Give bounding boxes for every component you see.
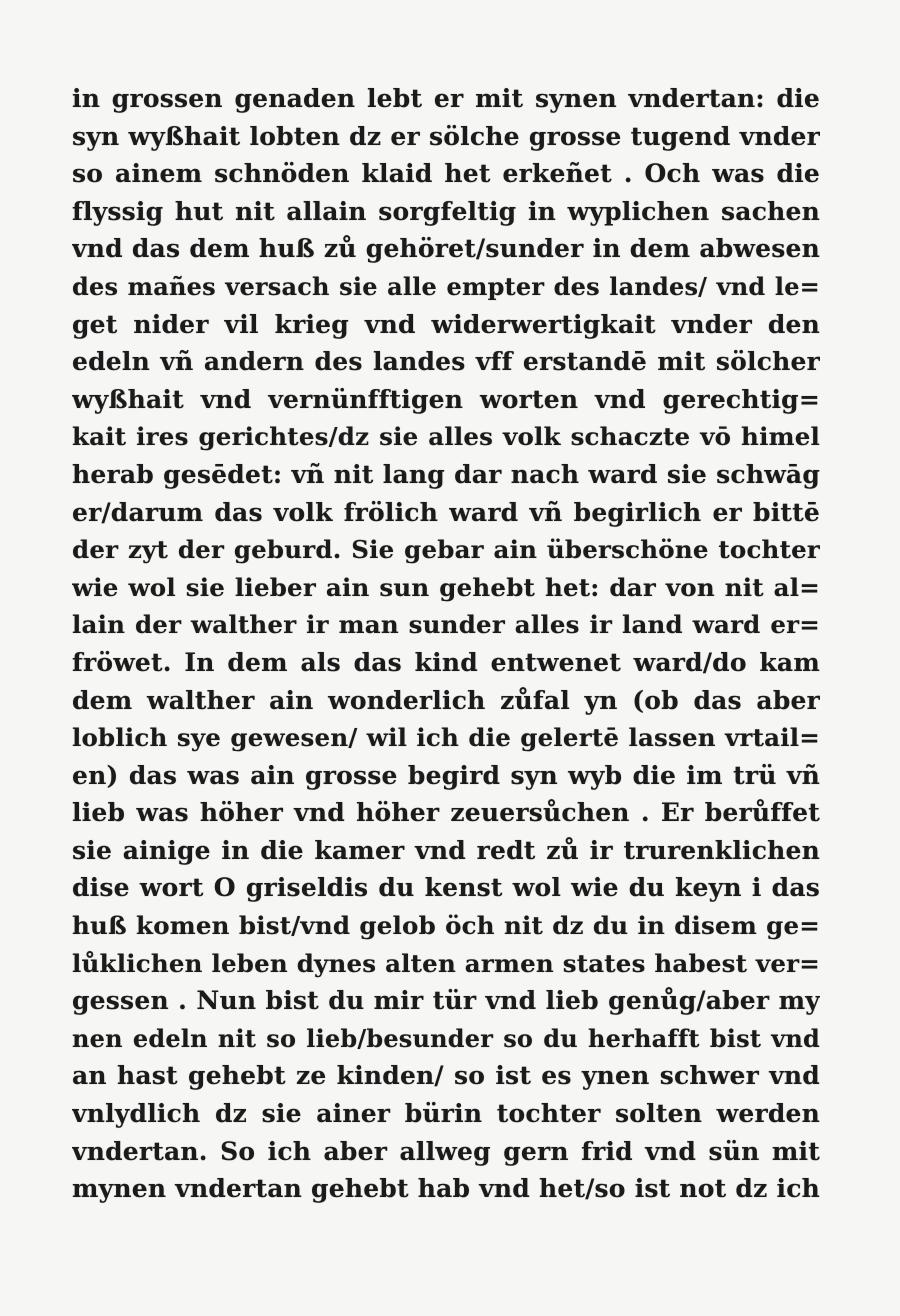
- text-line: sie ainige in die kamer vnd redt zů ir trurenklichen: [72, 835, 820, 865]
- text-line: in grossen genaden lebt er mit synen vndertan: die: [72, 84, 820, 113]
- text-line: fröwet. In dem als das kind entwenet ward/do kam: [72, 647, 820, 677]
- text-line: loblich sye gewesen/ wil ich die gelertē lassen vrtail=: [72, 723, 820, 753]
- text-line: en) das was ain grosse begird syn wyb die im trü vñ: [72, 760, 820, 790]
- text-line: vnd das dem huß zů gehöret/sunder in dem abwesen: [72, 234, 820, 264]
- text-line: so ainem schnöden klaid het erkeñet . Och was die: [72, 159, 820, 189]
- text-line: er/darum das volk frölich ward vñ begirlich er bittē: [72, 497, 820, 527]
- text-line: edeln vñ andern des landes vff erstandē mit sölcher: [72, 347, 820, 377]
- text-line: vndertan. So ich aber allweg gern frid vnd sün mit: [72, 1136, 820, 1166]
- text-line: lieb was höher vnd höher zeuersůchen . Er berůffet: [72, 798, 820, 828]
- text-line: lain der walther ir man sunder alles ir land ward er=: [72, 610, 820, 640]
- text-line: mynen vndertan gehebt hab vnd het/so ist not dz ich: [72, 1174, 820, 1204]
- text-line: kait ires gerichtes/dz sie alles volk schaczte vō himel: [72, 422, 820, 452]
- text-line: flyssig hut nit allain sorgfeltig in wyplichen sachen: [72, 196, 820, 226]
- text-line: syn wyßhait lobten dz er sölche grosse tugend vnder: [72, 121, 820, 151]
- text-line: nen edeln nit so lieb/besunder so du herhafft bist vnd: [72, 1023, 820, 1053]
- text-line: wie wol sie lieber ain sun gehebt het: dar von nit al=: [72, 572, 820, 602]
- text-line: dem walther ain wonderlich zůfal yn (ob das aber: [72, 685, 820, 715]
- text-line: get nider vil krieg vnd widerwertigkait vnder den: [72, 309, 820, 339]
- text-line: huß komen bist/vnd gelob öch nit dz du in disem ge=: [72, 911, 820, 941]
- text-line: gessen . Nun bist du mir tür vnd lieb genůg/aber my: [72, 986, 820, 1016]
- text-line: wyßhait vnd vernünfftigen worten vnd gerechtig=: [72, 384, 820, 414]
- text-line: dise wort O griseldis du kenst wol wie du keyn i das: [72, 873, 820, 903]
- text-line: an hast gehebt ze kinden/ so ist es ynen schwer vnd: [72, 1061, 820, 1091]
- text-line: lůklichen leben dynes alten armen states habest ver=: [72, 948, 820, 978]
- text-line: vnlydlich dz sie ainer bürin tochter solten werden: [72, 1099, 820, 1129]
- text-line: herab gesēdet: vñ nit lang dar nach ward sie schwāg: [72, 459, 820, 489]
- text-line: der zyt der geburd. Sie gebar ain überschöne tochter: [72, 535, 820, 565]
- text-line: des mañes versach sie alle empter des landes/ vnd le=: [72, 271, 820, 301]
- text-block: [72, 80, 820, 1208]
